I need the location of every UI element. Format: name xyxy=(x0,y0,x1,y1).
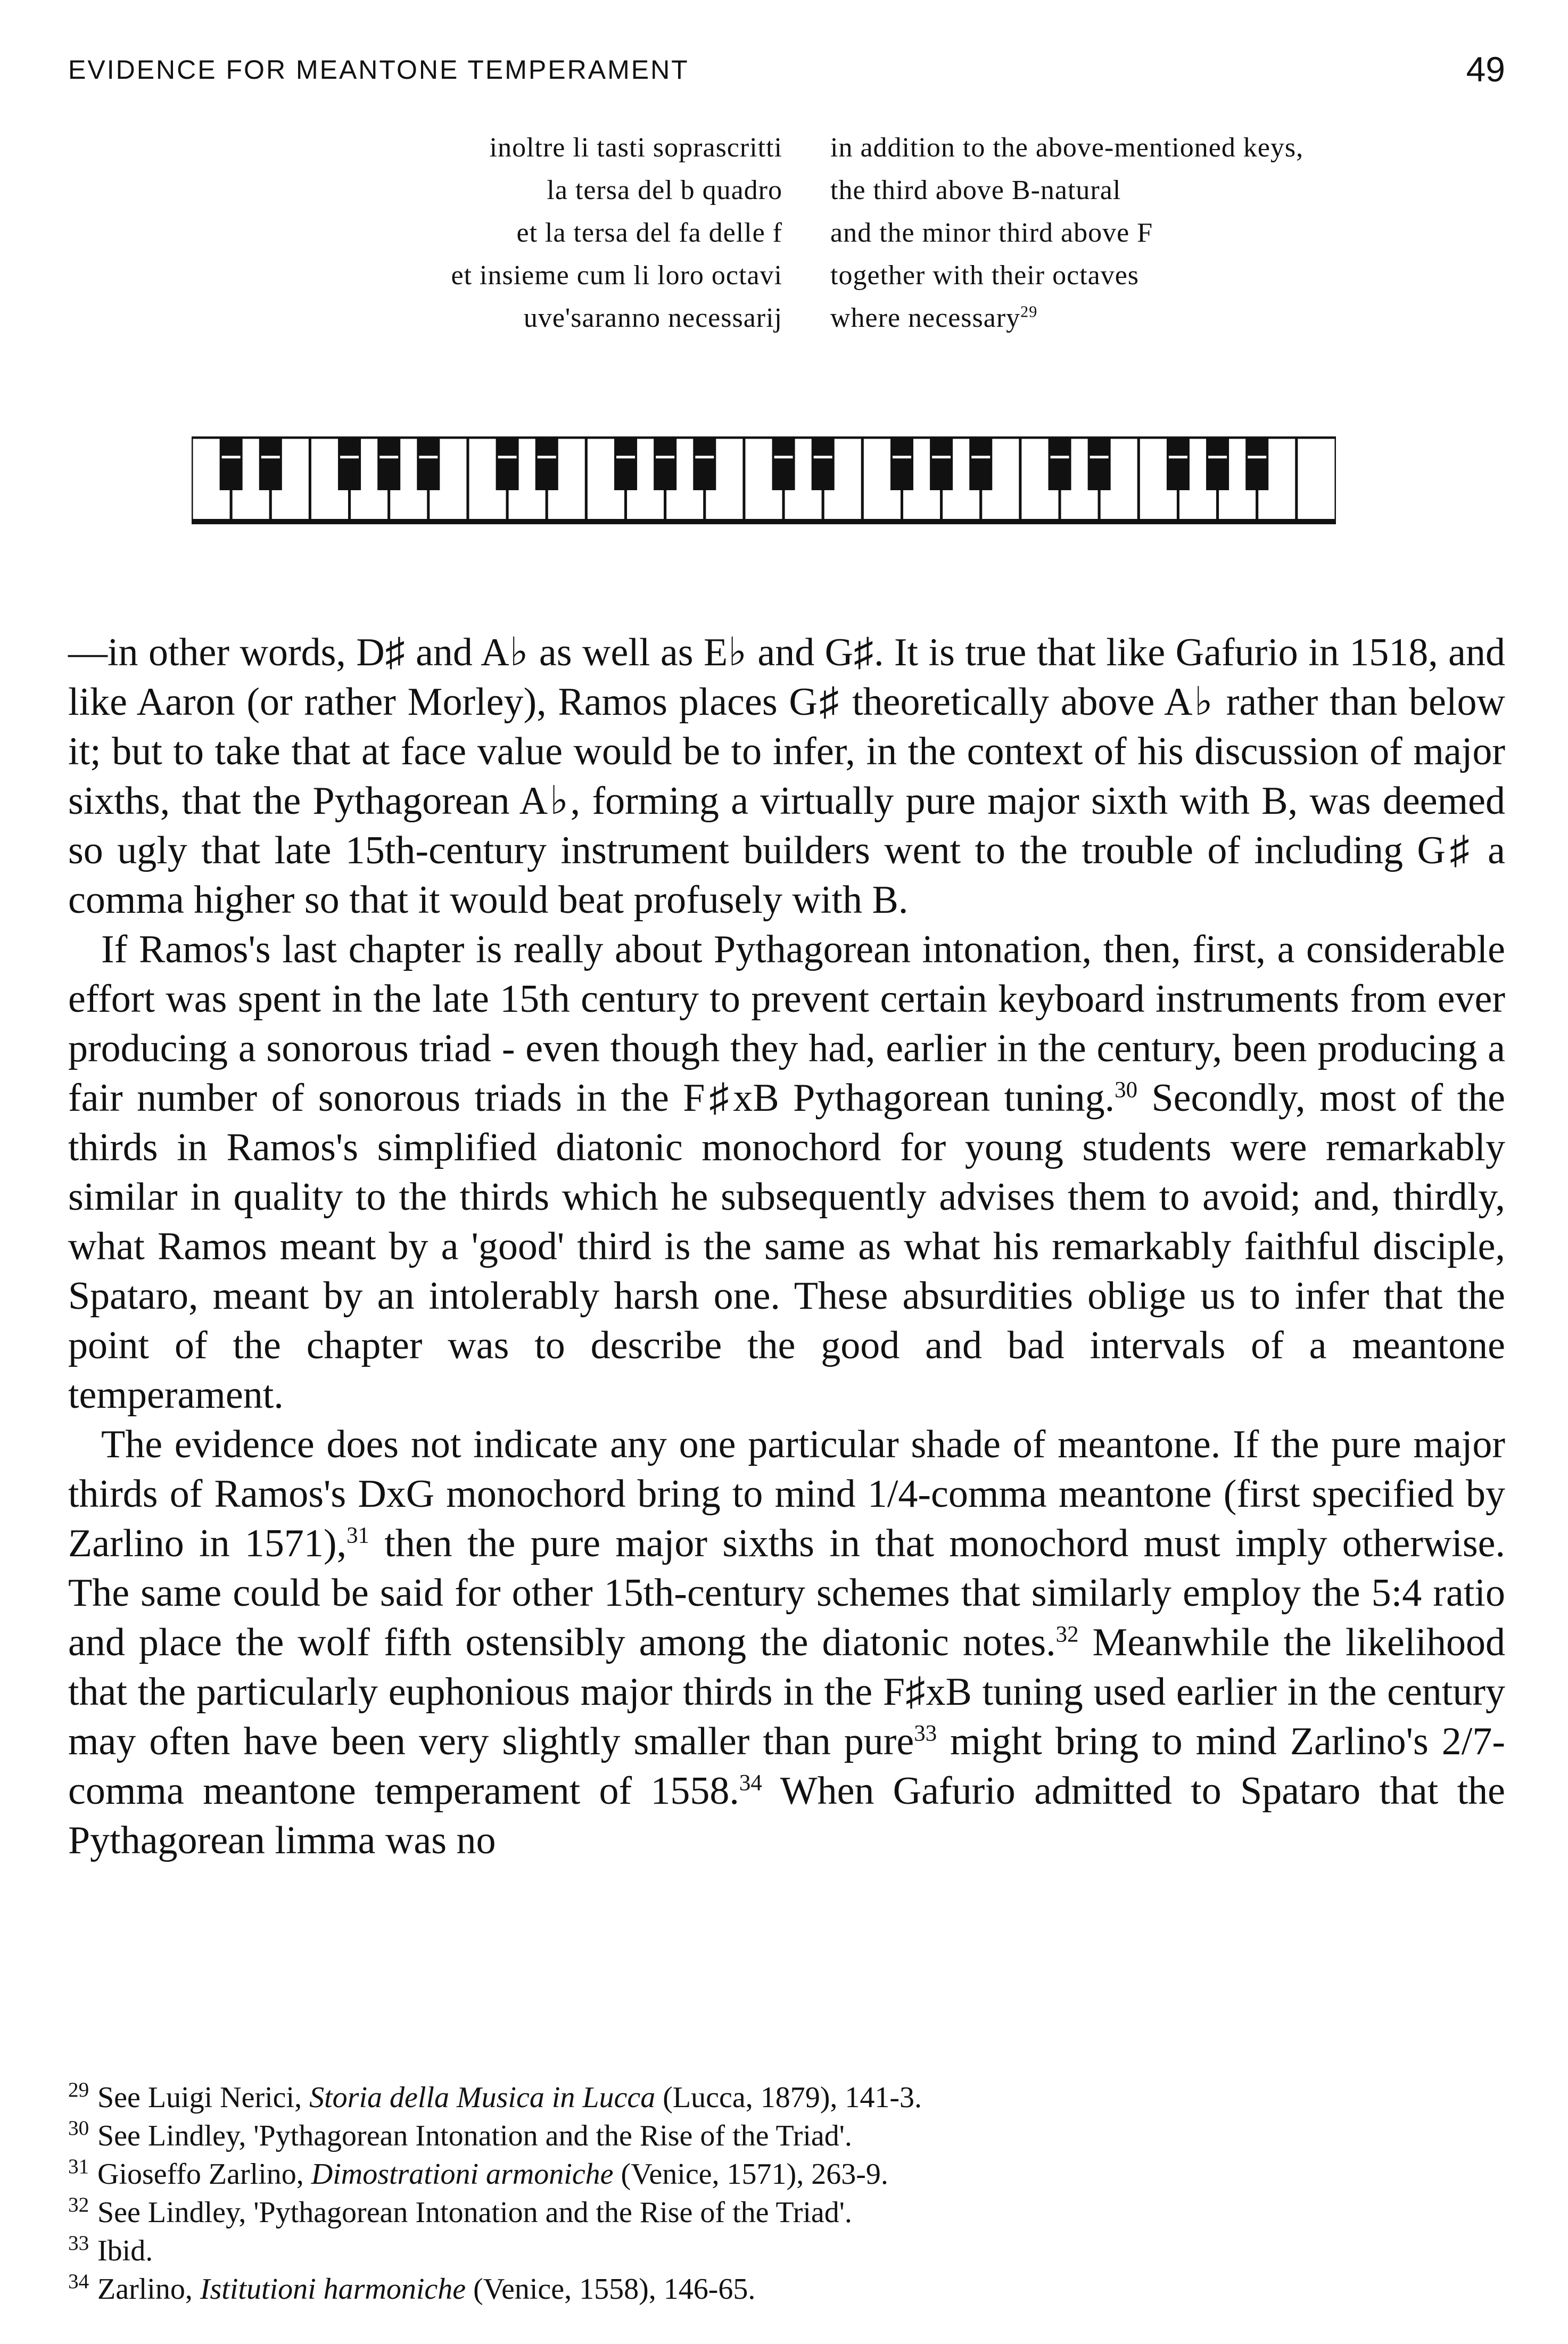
footnote-title: Dimostrationi armoniche xyxy=(311,2158,614,2191)
footnote: 30 See Lindley, 'Pythagorean Intonation and the Rise of the Triad'. xyxy=(68,2117,852,2152)
footnote-title: Storia della Musica in Lucca xyxy=(309,2081,656,2114)
verse-quotation xyxy=(138,127,1469,350)
footnote: 33 Ibid. xyxy=(68,2232,153,2267)
english-line: together with their octaves xyxy=(830,260,1140,291)
black-key xyxy=(1245,438,1268,490)
split-key-line xyxy=(695,456,714,458)
split-key-line xyxy=(971,456,990,458)
white-key xyxy=(1297,438,1336,521)
split-key-line xyxy=(1090,456,1109,458)
footnote: 31 Gioseffo Zarlino, Dimostrationi armoniche (Venice, 1571), 263-9. xyxy=(68,2155,888,2191)
running-head: EVIDENCE FOR MEANTONE TEMPERAMENT xyxy=(68,55,689,85)
black-key xyxy=(930,438,953,490)
keyboard-base xyxy=(192,519,1336,524)
split-key-line xyxy=(893,456,911,458)
split-key-line xyxy=(379,456,398,458)
footnote: 32 See Lindley, 'Pythagorean Intonation and the Rise of the Triad'. xyxy=(68,2193,852,2229)
italian-line: et insieme cum li loro octavi xyxy=(451,260,782,291)
paragraph-2-text: Secondly, most of the thirds in Ramos's simplified diatonic monochord for young students were remarkably similar in quality to the thirds which he subsequently advises them to avoid; and, thirdly, what Ramos meant by a 'good' third is the same as what his remarkably faithful disciple, Spataro, meant by an intolerably harsh one. These absurdities oblige us to infer that the point of the chapter was to describe the good and bad intervals of a meantone temperament. xyxy=(68,1076,1505,1417)
italian-line: uve'saranno necessarij xyxy=(523,303,782,333)
footnote-text: (Venice, 1558), 146-65. xyxy=(466,2273,756,2306)
black-key xyxy=(377,438,400,490)
footnote-text: Zarlino, xyxy=(97,2273,200,2306)
black-key xyxy=(654,438,676,490)
black-key xyxy=(417,438,440,490)
italian-line: et la tersa del fa delle f xyxy=(516,218,782,248)
split-key-line xyxy=(498,456,517,458)
body-text xyxy=(68,628,1505,1866)
footnote-text: Ibid. xyxy=(97,2234,153,2267)
split-key-line xyxy=(616,456,635,458)
italian-verse xyxy=(451,127,782,340)
black-key xyxy=(772,438,795,490)
black-key xyxy=(496,438,519,490)
split-key-line xyxy=(261,456,280,458)
running-header xyxy=(68,49,1505,92)
black-key xyxy=(890,438,913,490)
paragraph-3 xyxy=(68,1420,1505,1866)
english-line: the third above B-natural xyxy=(830,175,1121,205)
black-key xyxy=(535,438,558,490)
split-key-line xyxy=(340,456,359,458)
footnote-ref: 34 xyxy=(739,1770,762,1796)
paragraph-1: —in other words, D♯ and A♭ as well as E♭ and G♯. It is true that like Gafurio in 1518, and like Aaron (or rather Morley), Ramos places G♯ theoretically above A♭ rather than below it; but to take that at face value would be to infer, in the context of his discussion of major sixths, that the Pythagorean A♭, forming a virtually pure major sixth with B, was deemed so ugly that late 15th-century instrument builders went to the trouble of including G♯ a comma higher so that it would beat profusely with B. xyxy=(68,631,1505,922)
italian-line: inoltre li tasti soprascritti xyxy=(489,133,782,163)
english-line: and the minor third above F xyxy=(830,218,1153,248)
paragraph-3-text: then the pure major sixths in that monochord must imply otherwise. The same could be said for other 15th-century schemes that similarly employ the 5:4 ratio and place the wolf fifth ostensibly among the diatonic notes. xyxy=(68,1522,1505,1664)
footnote-ref: 32 xyxy=(1055,1622,1079,1647)
split-key-line xyxy=(419,456,438,458)
paragraph-2-text: If Ramos's last chapter is really about Pythagorean intonation, then, first, a considerable effort was spent in the late 15th century to prevent certain keyboard instruments from ever producing a sonorous triad - even though they had, earlier in the century, been producing a fair number of sonorous triads in the F♯xB Pythagorean tuning. xyxy=(68,928,1505,1120)
paragraph-3-text: might bring to mind Zarlino's 2/7-comma meantone temperament of 1558. xyxy=(68,1720,1505,1813)
footnote-ref: 31 xyxy=(346,1523,369,1548)
footnote-ref: 29 xyxy=(1020,302,1038,321)
split-key-line xyxy=(1248,456,1266,458)
black-key xyxy=(1167,438,1190,490)
black-key xyxy=(614,438,637,490)
black-key xyxy=(259,438,282,490)
split-key-line xyxy=(1169,456,1187,458)
footnote-title: Istitutioni harmoniche xyxy=(200,2273,466,2306)
footnote-text: See Luigi Nerici, xyxy=(97,2081,310,2114)
black-key xyxy=(1206,438,1229,490)
split-key-line xyxy=(774,456,793,458)
black-key xyxy=(1049,438,1071,490)
paragraph-3-text: The evidence does not indicate any one particular shade of meantone. If the pure major thirds of Ramos's DxG monochord bring to mind 1/4-comma meantone (first specified by Zarlino in 1571), xyxy=(68,1423,1505,1565)
split-key-line xyxy=(656,456,674,458)
black-key xyxy=(338,438,361,490)
paragraph-3-text: Meanwhile the likelihood that the particularly euphonious major thirds in the F♯xB tuning used earlier in the century may often have been very slightly smaller than pure xyxy=(68,1621,1505,1763)
black-key xyxy=(969,438,992,490)
footnote-text: Gioseffo Zarlino, xyxy=(97,2158,311,2191)
black-key xyxy=(1088,438,1111,490)
split-key-line xyxy=(814,456,832,458)
english-line xyxy=(830,297,1303,340)
english-line: in addition to the above-mentioned keys, xyxy=(830,133,1304,163)
black-key xyxy=(220,438,243,490)
footnote-text: See Lindley, 'Pythagorean Intonation and the Rise of the Triad'. xyxy=(97,2196,852,2229)
footnote-ref: 33 xyxy=(914,1721,937,1746)
footnotes xyxy=(68,2078,1505,2308)
split-key-line xyxy=(1051,456,1069,458)
english-verse xyxy=(830,127,1303,340)
split-key-line xyxy=(932,456,951,458)
black-key xyxy=(693,438,716,490)
page-number: 49 xyxy=(1466,49,1505,89)
english-line-text: where necessary xyxy=(830,303,1021,333)
footnote-ref: 30 xyxy=(1115,1077,1138,1103)
italian-line: la tersa del b quadro xyxy=(547,175,782,205)
keyboard-diagram xyxy=(192,436,1336,524)
black-key xyxy=(812,438,835,490)
footnote-text: See Lindley, 'Pythagorean Intonation and the Rise of the Triad'. xyxy=(97,2119,852,2152)
split-key-line xyxy=(538,456,556,458)
paragraph-2 xyxy=(68,925,1505,1420)
paragraph-3-text: When Gafurio admitted to Spataro that the Pythagorean limma was no xyxy=(68,1769,1505,1862)
footnote: 34 Zarlino, Istitutioni harmoniche (Venice, 1558), 146-65. xyxy=(68,2270,756,2306)
footnote: 29 See Luigi Nerici, Storia della Musica in Lucca (Lucca, 1879), 141-3. xyxy=(68,2078,922,2114)
footnote-text: (Lucca, 1879), 141-3. xyxy=(655,2081,922,2114)
footnote-text: (Venice, 1571), 263-9. xyxy=(613,2158,888,2191)
split-key-line xyxy=(1208,456,1227,458)
split-key-line xyxy=(222,456,241,458)
